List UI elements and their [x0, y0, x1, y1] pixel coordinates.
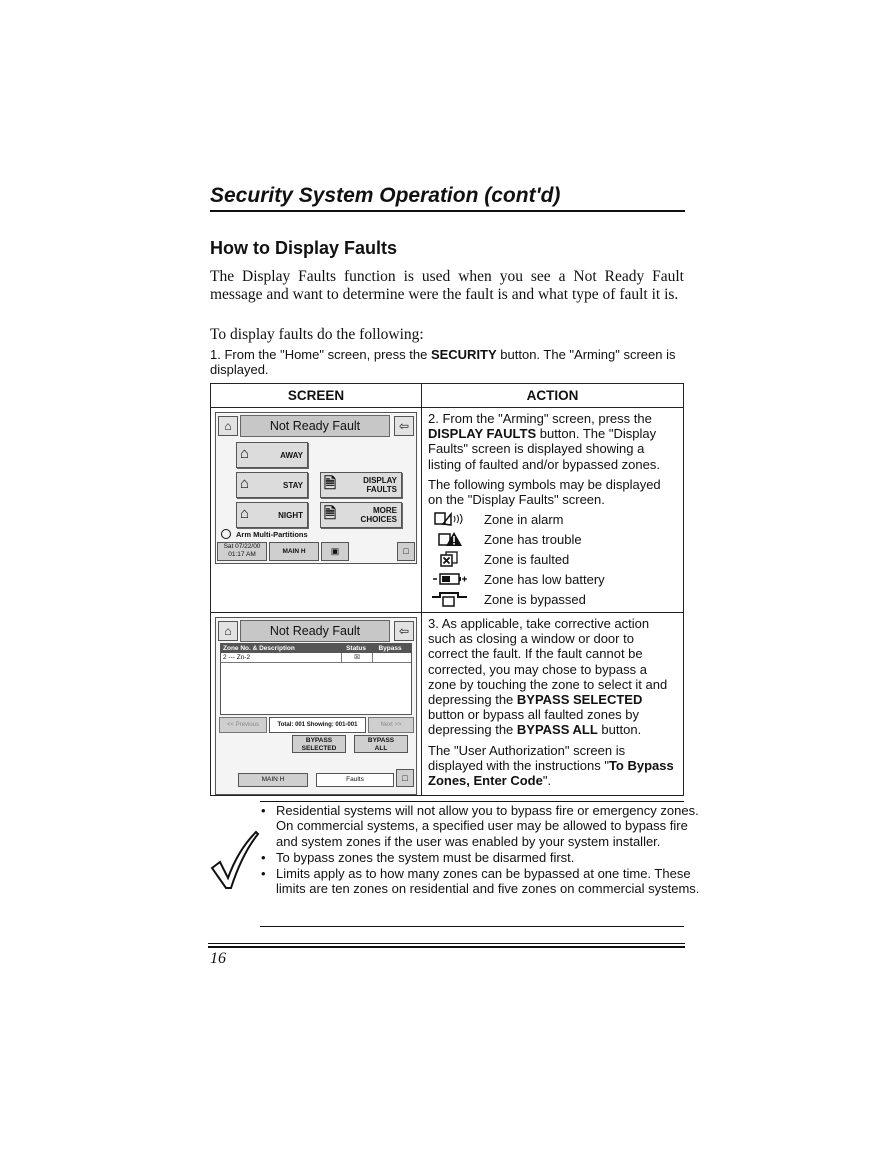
screen-column-header: SCREEN [211, 384, 422, 408]
bypass-all-button[interactable]: BYPASS ALL [354, 735, 408, 753]
note-item: • Residential systems will not allow you to bypass fire or emergency zones. On commercial systems, a specified user may be allowed to bypass fire and system zones if the user was enabled by your system installer. [276, 803, 706, 849]
symbol-row-alarm: Zone in alarm [428, 509, 677, 529]
screen-footer-bar [217, 542, 414, 560]
page-number: 16 [210, 950, 226, 967]
document-more-icon: 🗎 [324, 505, 337, 522]
zone-list-header: Zone No. & Description Status Bypass [221, 644, 411, 653]
bell-alarm-icon [426, 510, 474, 528]
stay-button[interactable]: ⌂ STAY [236, 472, 308, 498]
date-time-display: Sat 07/22/00 01:17 AM [217, 542, 267, 561]
house-night-icon: ⌂ [240, 505, 250, 522]
footer-rule [208, 943, 685, 944]
previous-button[interactable]: << Previous [219, 717, 267, 733]
page-title: Security System Operation (cont'd) [210, 184, 561, 207]
user-authorization-text: The "User Authorization" screen is displayed with the instructions "To Bypass Zones, Enter Code". [428, 742, 674, 789]
back-arrow-icon[interactable]: ⇦ [394, 416, 414, 436]
checkmark-icon [210, 828, 260, 892]
bypass-icon [426, 590, 474, 608]
scroll-icon[interactable]: □ [396, 769, 414, 787]
back-arrow-icon[interactable]: ⇦ [394, 621, 414, 641]
document-fault-icon: 🗎 [324, 475, 337, 492]
night-button[interactable]: ⌂ NIGHT [236, 502, 308, 528]
footer-rule [208, 946, 685, 948]
action-column-header: ACTION [422, 384, 684, 408]
intro-paragraph: The Display Faults function is used when you see a Not Ready Fault message and want to determine were the fault is and what type of fault it is. [210, 268, 684, 303]
arming-screen-cell [211, 408, 422, 613]
house-stay-icon: ⌂ [240, 475, 250, 492]
panel-icon[interactable]: ▣ [321, 542, 349, 561]
note-item: • To bypass zones the system must be disarmed first. [276, 850, 706, 865]
note-item: • Limits apply as to how many zones can be bypassed at one time. These limits are ten zones on residential and five zones on commercial systems. [276, 866, 706, 897]
todo-line: To display faults do the following: [210, 326, 424, 343]
next-button[interactable]: Next >> [368, 717, 414, 733]
symbol-row-bypassed: Zone is bypassed [428, 589, 677, 609]
screen-title: Not Ready Fault [240, 620, 390, 642]
step-1-text: 1. From the "Home" screen, press the SECURITY button. The "Arming" screen is displayed. [210, 347, 676, 377]
instruction-table [210, 383, 684, 796]
faults-screen-cell [211, 613, 422, 796]
screen-title: Not Ready Fault [240, 415, 390, 437]
low-battery-icon [426, 570, 474, 588]
away-button[interactable]: ⌂ AWAY [236, 442, 308, 468]
scroll-icon[interactable]: □ [397, 542, 415, 561]
symbol-row-low-battery: Zone has low battery [428, 569, 677, 589]
step-2-action-cell [422, 408, 684, 613]
step-2-text: 2. From the "Arming" screen, press the DISPLAY FAULTS button. The "Display Faults" screen is displayed showing a listing of faulted and/or bypassed zones. [428, 411, 660, 472]
radio-icon [221, 529, 231, 539]
title-rule [210, 210, 685, 212]
symbol-row-trouble: Zone has trouble [428, 529, 677, 549]
step-3-text: 3. As applicable, take corrective action such as closing a window or door to correct the fault. If the fault cannot be corrected, you may chose to bypass a zone by touching the zone to select it and depressing the BYPASS SELECTED button or bypass all faulted zones by depressing the BYPASS ALL button. [428, 616, 668, 738]
bypass-selected-button[interactable]: BYPASS SELECTED [292, 735, 346, 753]
trouble-warning-icon [426, 530, 474, 548]
arming-screen-mockup [215, 412, 417, 564]
main-h-button[interactable]: MAIN H [238, 773, 308, 787]
display-faults-button[interactable]: 🗎 DISPLAY FAULTS [320, 472, 402, 498]
shield-home-icon: ⌂ [218, 621, 238, 641]
step-3-action-cell [422, 613, 684, 796]
symbol-row-faulted: Zone is faulted [428, 549, 677, 569]
notes-list [258, 803, 706, 898]
note-rule-top [260, 801, 684, 802]
arm-multi-partitions-option[interactable]: Arm Multi-Partitions [221, 529, 308, 539]
shield-home-icon: ⌂ [218, 416, 238, 436]
faulted-x-icon: ☒ [342, 653, 373, 662]
faulted-x-icon [426, 550, 474, 568]
totals-display: Total: 001 Showing: 001-001 [269, 717, 366, 733]
symbols-intro: The following symbols may be displayed on the "Display Faults" screen. [428, 476, 661, 508]
zone-list [220, 643, 412, 715]
more-choices-button[interactable]: 🗎 MORE CHOICES [320, 502, 402, 528]
house-away-icon: ⌂ [240, 445, 250, 462]
main-h-button[interactable]: MAIN H [269, 542, 319, 561]
zone-row[interactable]: 2 --- Zn-2 ☒ [221, 653, 411, 663]
display-faults-screen-mockup [215, 617, 417, 795]
faults-tab[interactable]: Faults [316, 773, 394, 787]
section-heading: How to Display Faults [210, 238, 398, 258]
note-rule-bottom [260, 926, 684, 927]
